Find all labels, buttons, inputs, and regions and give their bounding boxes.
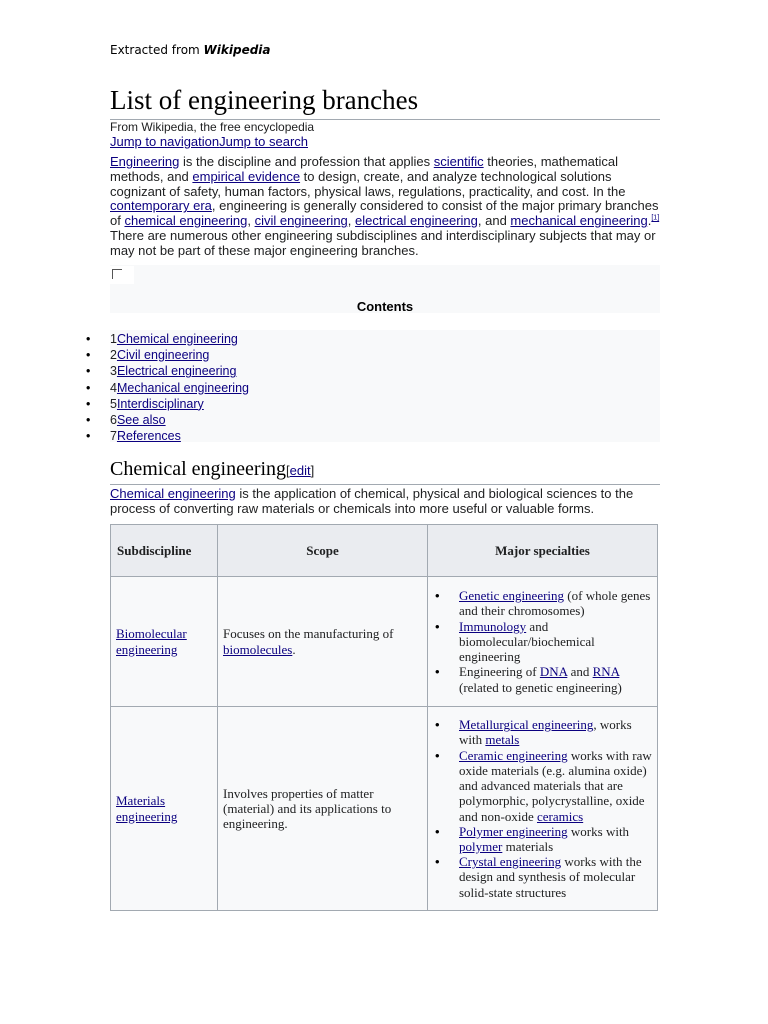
section-heading-chemical: Chemical engineering[edit] xyxy=(110,456,660,485)
table-header-row xyxy=(111,525,658,577)
toc-item-3[interactable]: • 3Electrical engineering xyxy=(86,364,237,379)
link-crystal-engineering[interactable]: Crystal engineering xyxy=(459,854,562,870)
bullet-icon: • xyxy=(435,588,440,604)
toc-toggle-icon xyxy=(112,269,122,279)
bullet-icon: • xyxy=(86,380,91,395)
section-edit: [edit] xyxy=(286,463,315,478)
table-row xyxy=(111,707,658,911)
bullet-icon: • xyxy=(435,854,440,870)
page-title: List of engineering branches xyxy=(110,84,660,120)
link-metals[interactable]: metals xyxy=(485,732,520,748)
link-contemporary-era[interactable]: contemporary era xyxy=(110,198,212,214)
edit-link[interactable]: edit xyxy=(289,463,311,478)
toc-link-mechanical[interactable]: Mechanical engineering xyxy=(116,380,249,395)
link-civil-engineering[interactable]: civil engineering xyxy=(254,213,348,229)
link-polymer[interactable]: polymer xyxy=(459,838,503,854)
link-chemical-engineering-2[interactable]: Chemical engineering xyxy=(110,486,236,501)
toc-item-6[interactable]: • 6See also xyxy=(86,412,166,427)
header-specialties: Major specialties xyxy=(428,525,658,577)
link-biomolecular-engineering[interactable]: Biomolecular engineering xyxy=(116,626,187,657)
bullet-icon: • xyxy=(86,364,91,379)
toc-link-see-also[interactable]: See also xyxy=(116,412,166,427)
cell-specialties xyxy=(428,707,658,911)
link-ceramic-engineering[interactable]: Ceramic engineering xyxy=(459,747,568,763)
toc-link-interdisciplinary[interactable]: Interdisciplinary xyxy=(116,396,204,411)
toc-item-1[interactable]: • 1Chemical engineering xyxy=(86,332,238,346)
link-electrical-engineering[interactable]: electrical engineering xyxy=(355,213,478,229)
bullet-icon: • xyxy=(86,396,91,411)
toc-link-references[interactable]: References xyxy=(116,429,181,444)
toc-title: Contents xyxy=(356,299,414,314)
cell-scope: Focuses on the manufacturing of biomolecules. xyxy=(218,577,428,707)
jump-to-search-link[interactable]: Jump to search xyxy=(219,134,308,149)
jump-to-navigation-link[interactable]: Jump to navigation xyxy=(110,134,220,149)
link-empirical-evidence[interactable]: empirical evidence xyxy=(192,168,301,184)
bullet-icon: • xyxy=(86,348,91,363)
link-materials-engineering[interactable]: Materials engineering xyxy=(116,793,178,824)
bullet-icon: • xyxy=(435,717,440,733)
list-item: • Ceramic engineering works with raw oxide materials (e.g. alumina oxide) and advanced materials that are polymorphic, polycrystalline, oxide and non-oxide ceramics xyxy=(435,747,652,824)
toc-link-civil[interactable]: Civil engineering xyxy=(116,348,210,363)
toc-item-2[interactable]: • 2Civil engineering xyxy=(86,348,210,363)
bullet-icon: • xyxy=(435,823,440,839)
jump-links xyxy=(110,134,308,149)
bullet-icon: • xyxy=(86,429,91,444)
subdisciplines-table xyxy=(110,524,658,911)
page-subtitle: From Wikipedia, the free encyclopedia xyxy=(110,120,315,134)
list-item: • Engineering of DNA and RNA (related to genetic engineering) xyxy=(435,664,622,695)
toc-item-5[interactable]: • 5Interdisciplinary xyxy=(86,396,204,411)
cell-scope: Involves properties of matter (material) and its applications to engineering. xyxy=(218,707,428,911)
link-polymer-engineering[interactable]: Polymer engineering xyxy=(459,823,568,839)
list-item: • Polymer engineering works with polymer materials xyxy=(435,823,630,854)
bullet-icon: • xyxy=(86,332,91,346)
toc-list xyxy=(86,331,249,444)
table-row xyxy=(111,577,658,707)
reference-1-link[interactable]: [1] xyxy=(651,214,660,222)
link-rna[interactable]: RNA xyxy=(592,664,620,680)
list-item: • Immunology and biomolecular/biochemical engineering xyxy=(435,618,595,665)
list-item: • Crystal engineering works with the design and synthesis of molecular solid-state structures xyxy=(435,854,642,900)
link-dna[interactable]: DNA xyxy=(539,664,568,680)
link-chemical-engineering[interactable]: chemical engineering xyxy=(124,213,248,229)
header-subdiscipline: Subdiscipline xyxy=(111,525,218,577)
cell-subdiscipline xyxy=(111,577,218,707)
list-item: • Metallurgical engineering, works with metals xyxy=(435,717,632,748)
bullet-icon: • xyxy=(86,412,91,427)
bullet-icon: • xyxy=(435,618,440,634)
link-scientific[interactable]: scientific xyxy=(433,154,484,169)
extracted-source: Wikipedia xyxy=(203,43,271,57)
link-genetic-engineering[interactable]: Genetic engineering xyxy=(459,588,565,604)
link-ceramics[interactable]: ceramics xyxy=(536,808,584,824)
cell-specialties xyxy=(428,577,658,707)
link-metallurgical-engineering[interactable]: Metallurgical engineering xyxy=(459,717,594,733)
cell-subdiscipline xyxy=(111,707,218,911)
link-mechanical-engineering[interactable]: mechanical engineering xyxy=(510,213,648,229)
toc-link-electrical[interactable]: Electrical engineering xyxy=(116,364,237,379)
extracted-from-note: Extracted from Wikipedia xyxy=(110,43,271,57)
link-biomolecules[interactable]: biomolecules xyxy=(223,641,293,657)
bullet-icon: • xyxy=(435,664,440,680)
link-immunology[interactable]: Immunology xyxy=(459,618,527,634)
header-scope: Scope xyxy=(218,525,428,577)
chemical-intro-paragraph: Chemical engineering is the application of chemical, physical and biological sciences to the process of converting raw materials or chemicals into more useful or valuable forms. xyxy=(110,486,634,516)
toc-link-chemical[interactable]: Chemical engineering xyxy=(116,332,238,346)
intro-paragraph: Engineering is the discipline and profession that applies scientific theories, mathematical methods, and empirical evidence to design, create, and analyze technological solutions cognizant of safety, human factors, physical laws, regulations, practicality, and cost. In the contemporary era, engineering is generally considered to consist of the major primary branches of chemical engineering, civil engineering, electrical engineering, and mechanical engineering.[1] There are numerous other engineering subdisciplines and interdisciplinary subjects that may or may not be part of these major engineering branches. xyxy=(110,154,660,258)
bullet-icon: • xyxy=(435,747,440,763)
toc-item-7[interactable]: • 7References xyxy=(86,429,181,444)
list-item: • Genetic engineering (of whole genes and their chromosomes) xyxy=(435,588,651,619)
link-engineering[interactable]: Engineering xyxy=(110,154,180,169)
toc-item-4[interactable]: • 4Mechanical engineering xyxy=(86,380,249,395)
